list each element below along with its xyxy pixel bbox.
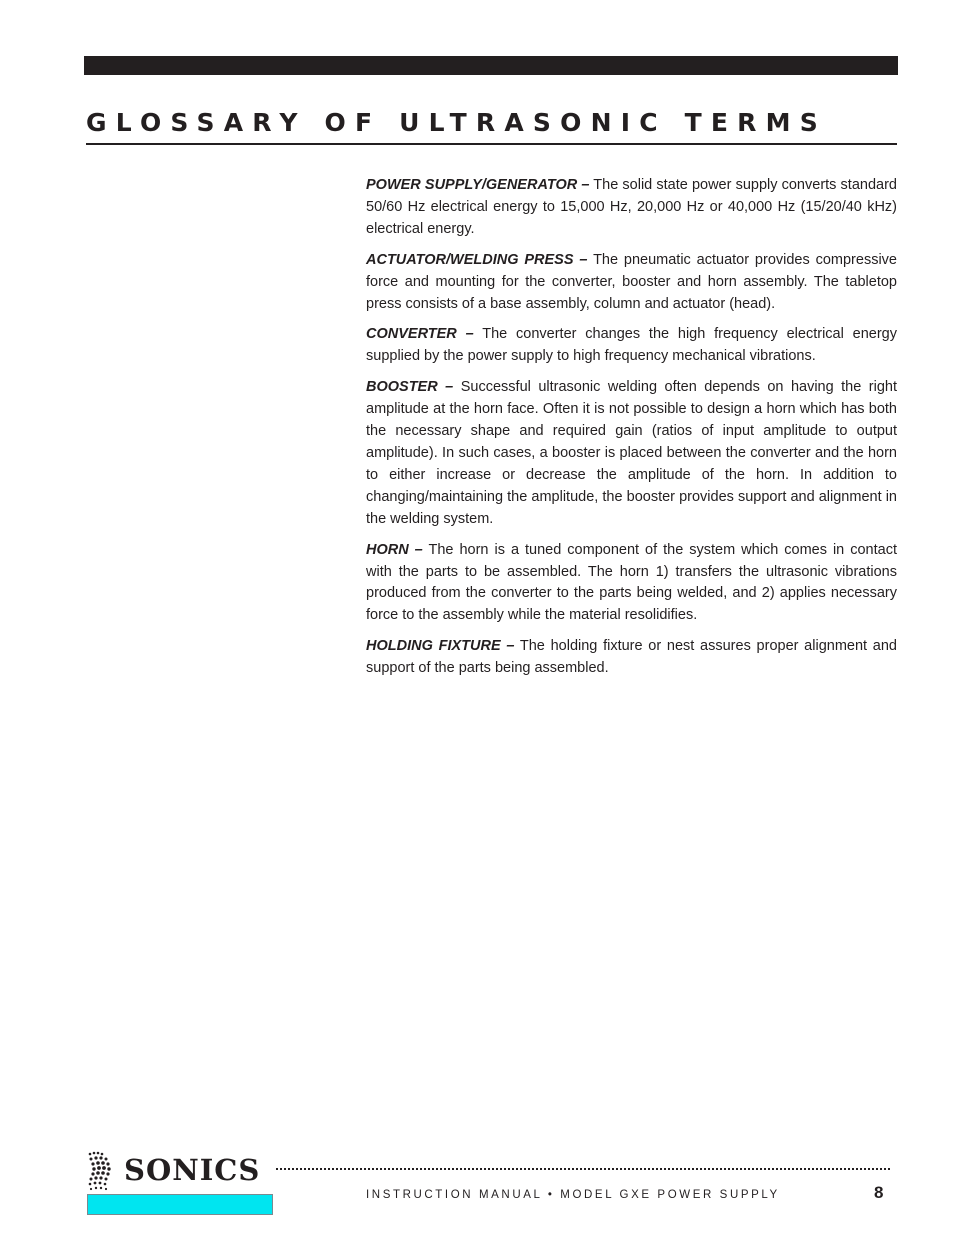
glossary-term: CONVERTER – [366,326,474,343]
glossary-definition: The holding fixture or nest assures proper alignment and support of the parts being assembled. [366,638,897,677]
page-title: GLOSSARY OF ULTRASONIC TERMS [86,108,827,137]
glossary-entry-converter [366,324,897,368]
glossary-definition: The pneumatic actuator provides compressive force and mounting for the converter, booster and horn assembly. The tabletop press consists of a base assembly, column and actuator (head). [366,251,897,312]
glossary-term: POWER SUPPLY/GENERATOR – [366,177,590,193]
glossary-definition: The converter changes the high frequency electrical energy supplied by the power supply to high frequency mechanical vibrations. [366,326,897,365]
glossary-entry-actuator [366,250,897,316]
glossary-entry-holding-fixture [366,636,897,680]
glossary-term: BOOSTER – [366,379,454,396]
glossary-entry-booster [366,377,897,530]
glossary-definition: Successful ultrasonic welding often depends on having the right amplitude at the horn face. Often it is not possible to design a horn which has both the necessary shape and required gain (ratios of input amplitude to output amplitude). In such cases, a booster is placed between the converter and the horn to either increase or decrease the amplitude of the horn. In addition to changing/maintaining the amplitude, the booster provides support and alignment in the welding system. [366,379,897,527]
page-number: 8 [874,1183,884,1202]
sonics-logo-text: SONICS [124,1153,261,1187]
header-bar [84,56,898,75]
glossary-term: ACTUATOR/WELDING PRESS – [366,251,588,268]
glossary-definition: The horn is a tuned component of the system which comes in contact with the parts to be assembled. The horn 1) transfers the ultrasonic vibrations produced from the converter to the parts being welded, and 2) applies necessary force to the assembly while the material resolidifies. [366,541,897,624]
footer-dot-leader [276,1168,890,1170]
title-underline [86,143,897,145]
glossary-list [366,175,897,689]
glossary-entry-horn [366,540,897,628]
sonics-logo [86,1150,276,1218]
sonics-wave-dots-icon [86,1150,122,1192]
logo-accent-bar [87,1194,273,1215]
glossary-term: HOLDING FIXTURE – [366,638,515,655]
glossary-definition: The solid state power supply converts standard 50/60 Hz electrical energy to 15,000 Hz, 20,000 Hz or 40,000 Hz (15/20/40 kHz) electrical energy. [366,177,897,237]
glossary-entry-power-supply [366,175,897,241]
footer-manual-label: INSTRUCTION MANUAL • MODEL GXE POWER SUPPLY [366,1189,780,1201]
glossary-term: HORN – [366,541,423,558]
